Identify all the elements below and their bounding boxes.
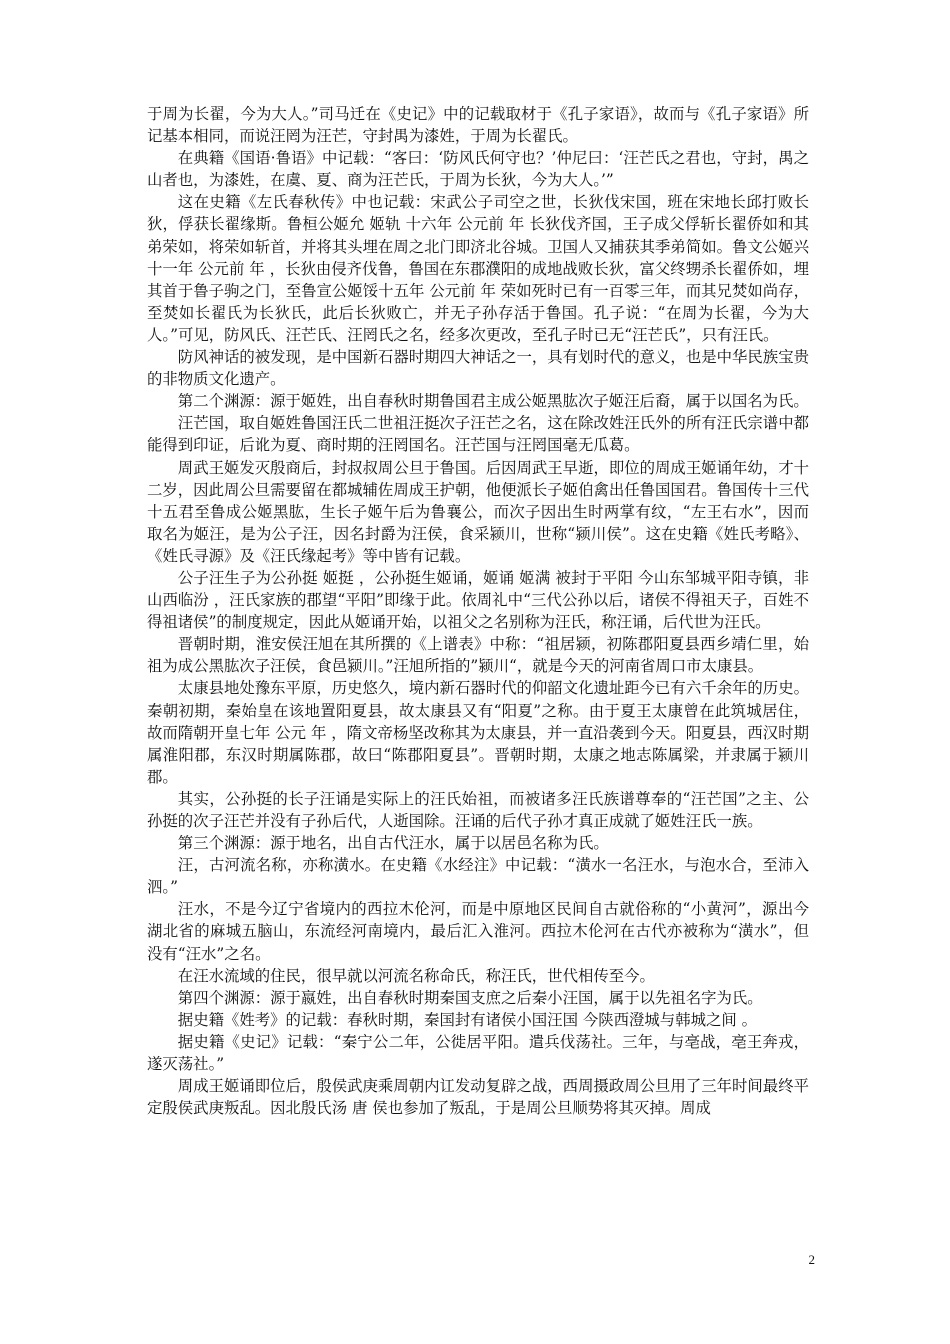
paragraph-14: 汪水，不是今辽宁省境内的西拉木伦河，而是中原地区民间自古就俗称的“小黄河”，源出今湖北省的麻城五脑山，东流经河南境内，最后汇入淮河。西拉木伦河在古代亦被称为“潢水”，但没有“汪水”之名。	[147, 900, 809, 963]
paragraph-1: 于周为长翟，今为大人。”司马迁在《史记》中的记载取材于《孔子家语》，故而与《孔子家语》所记基本相同，而说汪罔为汪芒，守封禺为漆姓，于周为长翟氏。	[147, 105, 809, 146]
paragraph-17: 据史籍《姓考》的记载：春秋时期，秦国封有诸侯小国汪国 今陕西澄城与韩城之间 。	[177, 1010, 758, 1029]
paragraph-5: 第二个渊源：源于姬姓，出自春秋时期鲁国君主成公姬黑肱次子姬汪后裔，属于以国名为氏。	[177, 392, 809, 411]
paragraph-4: 防风神话的被发现，是中国新石器时期四大神话之一，具有划时代的意义，也是中华民族宝贵的非物质文化遗产。	[147, 348, 809, 389]
paragraph-15: 在汪水流域的住民，很早就以河流名称命氏，称汪氏，世代相传至今。	[177, 966, 655, 985]
paragraph-13: 汪，古河流名称，亦称潢水。在史籍《水经注》中记载：“潢水一名汪水，与泡水合，至沛入泗。”	[147, 856, 809, 897]
paragraph-8: 公子汪生子为公孙挺 姬挺 ，公孙挺生姬诵，姬诵 姬满 被封于平阳 今山东邹城平阳寺镇，非山西临汾 ，汪氏家族的郡望“平阳”即缘于此。依周礼中“三代公孙以后，诸侯不得祖天子，百姓不得祖诸侯”的制度规定，因此从姬诵开始，以祖父之名别称为汪氏，称汪诵，后代世为汪氏。	[147, 568, 809, 632]
paragraph-2: 在典籍《国语·鲁语》中记载：“客曰：‘防风氏何守也？’仲尼曰：‘汪芒氏之君也，守封，禺之山者也，为漆姓，在虞、夏、商为汪芒氏，于周为长狄，今为大人。’”	[147, 149, 809, 190]
page-number: 2	[808, 1252, 815, 1267]
paragraph-3: 这在史籍《左氏春秋传》中也记载：宋武公子司空之世，长狄伐宋国，班在宋地长邱打败长狄，俘获长翟缘斯。鲁桓公姬允 姬轨 十六年 公元前 年 长狄伐齐国，王子成父俘斩长翟侨如和其弟荣如，将荣如斩首，并将其头埋在周之北门即济北谷城。卫国人又捕获其季弟简如。鲁文公姬兴十一年 公元前 年 ，长狄由侵齐伐鲁，鲁国在东郡濮阳的成地战败长狄，富父终甥杀长翟侨如，埋其首于鲁子驹之门，至鲁宣公姬馁十五年 公元前 年 荣如死时已有一百零三年，而其兄焚如尚存，至焚如长翟氏为长狄氏，此后长狄败亡，并无子孙存活于鲁国。孔子说：“在周为长翟，今为大人。”可见，防风氏、汪芒氏、汪罔氏之名，经多次更改，至孔子时已无“汪芒氏”，只有汪氏。	[147, 193, 809, 344]
paragraph-10: 太康县地处豫东平原，历史悠久，境内新石器时代的仰韶文化遗址距今已有六千余年的历史。秦朝初期，秦始皇在该地置阳夏县，故太康县又有“阳夏”之称。由于夏王太康曾在此筑城居住，故而隋朝开皇七年 公元 年 ，隋文帝杨坚改称其为太康县，并一直沿袭到今天。阳夏县，西汉时期属淮阳郡，东汉时期属陈郡，故曰“陈郡阳夏县”。晋朝时期，太康之地志陈属梁，并隶属于颍川郡。	[147, 679, 809, 786]
paragraph-16: 第四个渊源：源于嬴姓，出自春秋时期秦国支庶之后秦小汪国，属于以先祖名字为氏。	[177, 988, 763, 1007]
body-text	[147, 103, 809, 1119]
paragraph-18: 据史籍《史记》记载：“秦宁公二年，公徙居平阳。遣兵伐荡社。三年，与亳战，亳王奔戎，遂灭荡社。”	[147, 1032, 809, 1074]
paragraph-11: 其实，公孙挺的长子汪诵是实际上的汪氏始祖，而被诸多汪氏族谱尊奉的“汪芒国”之主、公孙挺的次子汪芒并没有子孙后代，人逝国除。汪诵的后代子孙才真正成就了姬姓汪氏一族。	[147, 789, 809, 830]
paragraph-9: 晋朝时期，淮安侯汪旭在其所撰的《上谱表》中称：“祖居颍，初陈郡阳夏县西乡靖仁里，始祖为成公黑肱次子汪侯，食邑颍川。”汪旭所指的”颍川“，就是今天的河南省周口市太康县。	[147, 635, 809, 676]
paragraph-19: 周成王姬诵即位后，殷侯武庚乘周朝内讧发动复辟之战，西周摄政周公旦用了三年时间最终平定殷侯武庚叛乱。因北殷氏汤 唐 侯也参加了叛乱，于是周公旦顺势将其灭掉。周成	[147, 1077, 809, 1118]
paragraph-6: 汪芒国，取自姬姓鲁国汪氏二世祖汪挺次子汪芒之名，这在除改姓汪氏外的所有汪氏宗谱中都能得到印证，后讹为夏、商时期的汪罔国名。汪芒国与汪罔国毫无瓜葛。	[147, 414, 809, 455]
paragraph-7: 周武王姬发灭殷商后，封叔叔周公旦于鲁国。后因周武王早逝，即位的周成王姬诵年幼，才十二岁，因此周公旦需要留在都城辅佐周成王护朝，他便派长子姬伯禽出任鲁国国君。鲁国传十三代十五君至鲁成公姬黑肱，生长子姬午后为鲁襄公，而次子因出生时两掌有纹，“左王右水”，因而取名为姬汪，是为公子汪，因名封爵为汪侯，食采颍川，世称“颍川侯”。这在史籍《姓氏考略》、《姓氏寻源》及《汪氏缘起考》等中皆有记载。	[147, 458, 809, 565]
paragraph-12: 第三个渊源：源于地名，出自古代汪水，属于以居邑名称为氏。	[177, 834, 609, 853]
